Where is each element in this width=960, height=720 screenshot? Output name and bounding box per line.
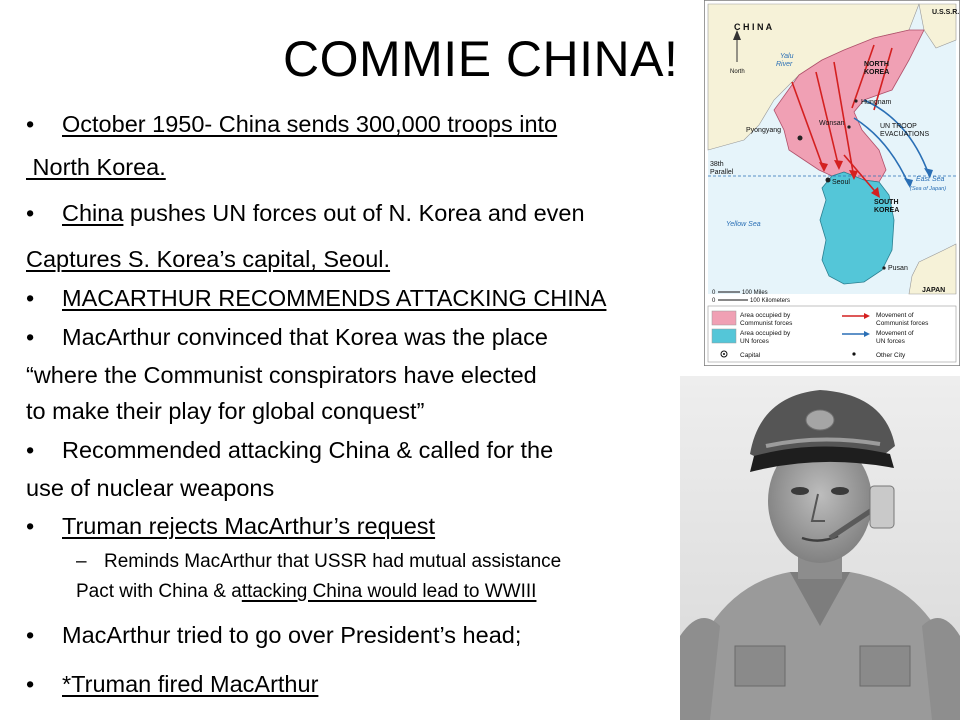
- legend-communist-1: Area occupied by: [740, 312, 791, 319]
- line-4-text: Captures S. Korea’s capital, Seoul.: [26, 246, 391, 272]
- line-2-text: North Korea.: [26, 154, 166, 180]
- line-4: [26, 246, 390, 273]
- bullet-line-3: [62, 200, 585, 227]
- bullet-line-11: [62, 513, 435, 540]
- line-10-text: use of nuclear weapons: [26, 475, 275, 501]
- bullet-line-6: [62, 324, 548, 351]
- map-label-china: C H I N A: [734, 22, 773, 32]
- line-7: [26, 362, 537, 389]
- photo-right-eye: [831, 487, 849, 495]
- legend-communist-move-1: Movement of: [876, 312, 914, 319]
- map-label-un-troop-2: EVACUATIONS: [880, 131, 930, 138]
- map-scale-zero-km: 0: [712, 298, 716, 304]
- line-10: [26, 475, 274, 502]
- map-label-river: River: [776, 61, 793, 68]
- pyongyang-capital-icon: [798, 136, 803, 141]
- line-12-text: Reminds MacArthur that USSR had mutual assistance: [104, 551, 562, 572]
- map-legend: [708, 306, 956, 362]
- bullet-line-14: [62, 622, 521, 649]
- line-14-text: MacArthur tried to go over President’s head;: [62, 622, 522, 648]
- map-label-sea-of-japan: (Sea of Japan): [910, 186, 947, 192]
- map-label-yalu: Yalu: [780, 53, 794, 60]
- map-label-north: North: [730, 69, 745, 75]
- map-scale-km: 100 Kilometers: [750, 298, 791, 304]
- line-6-text: MacArthur convinced that Korea was the place: [62, 324, 548, 350]
- map-label-parallel-1: 38th: [710, 161, 724, 168]
- bullet-line-9: [62, 437, 553, 464]
- map-label-ussr: U.S.S.R.: [932, 9, 960, 16]
- map-label-parallel-2: Parallel: [710, 169, 734, 176]
- map-label-hungnam: Hungnam: [861, 99, 892, 106]
- line-2: [26, 154, 166, 181]
- sub-line-12: [104, 551, 561, 573]
- legend-communist-move-2: Communist forces: [876, 320, 929, 327]
- line-5-text: MACARTHUR RECOMMENDS ATTACKING CHINA: [62, 285, 607, 311]
- line-13-a: Pact with China & a: [76, 581, 242, 602]
- map-label-yellow-sea: Yellow Sea: [726, 221, 761, 228]
- hungnam-city-icon: [854, 99, 857, 102]
- legend-communist-swatch: [712, 311, 736, 325]
- bullet-line-15: [62, 671, 318, 698]
- photo-cap-badge-icon: [806, 410, 834, 430]
- map-label-south-korea-1: SOUTH: [874, 199, 899, 206]
- map-label-pusan: Pusan: [888, 265, 908, 272]
- bullet-line-1: [62, 111, 557, 138]
- map-scale-zero-miles: 0: [712, 290, 716, 296]
- line-1-text: October 1950- China sends 300,000 troops into: [62, 111, 558, 137]
- line-8-text: to make their play for global conquest”: [26, 398, 425, 424]
- photo-left-eye: [791, 487, 809, 495]
- line-13-b: ttacking China would lead to WWIII: [241, 581, 537, 602]
- map-label-east-sea: East Sea: [916, 176, 945, 183]
- line-15-text: *Truman fired MacArthur: [62, 671, 319, 697]
- legend-city: Other City: [876, 352, 906, 359]
- legend-un-swatch: [712, 329, 736, 343]
- line-3-b: pushes UN forces out of N. Korea and even: [123, 200, 585, 226]
- macarthur-photo: [680, 376, 960, 720]
- line-7-text: “where the Communist conspirators have elected: [26, 362, 537, 388]
- korea-map: [704, 0, 960, 366]
- map-label-un-troop-1: UN TROOP: [880, 123, 917, 130]
- legend-un-move-1: Movement of: [876, 330, 914, 337]
- legend-capital: Capital: [740, 352, 761, 359]
- map-label-seoul: Seoul: [832, 179, 850, 186]
- photo-pocket-right: [860, 646, 910, 686]
- legend-communist-2: Communist forces: [740, 320, 793, 327]
- map-label-japan: JAPAN: [922, 287, 946, 294]
- photo-pipe-bowl: [870, 486, 894, 528]
- sub-line-13: [76, 581, 536, 603]
- legend-un-2: UN forces: [740, 338, 769, 345]
- legend-un-move-2: UN forces: [876, 338, 905, 345]
- line-9-text: Recommended attacking China & called for the: [62, 437, 554, 463]
- map-label-south-korea-2: KOREA: [874, 207, 900, 214]
- bullet-line-5: [62, 285, 606, 312]
- line-11-text: Truman rejects MacArthur’s request: [62, 513, 436, 539]
- photo-pocket-left: [735, 646, 785, 686]
- seoul-capital-icon: [826, 178, 831, 183]
- map-label-pyongyang: Pyongyang: [746, 127, 782, 134]
- map-label-wonsan: Wonsan: [819, 120, 845, 127]
- map-label-north-korea-1: NORTH: [864, 61, 889, 68]
- map-label-north-korea-2: KOREA: [864, 69, 890, 76]
- line-3-a: China: [62, 200, 124, 226]
- map-scale-miles: 100 Miles: [742, 290, 768, 296]
- legend-city-icon: [852, 352, 855, 355]
- slide-title: COMMIE CHINA!: [283, 31, 679, 87]
- legend-un-1: Area occupied by: [740, 330, 791, 337]
- line-8: [26, 398, 424, 425]
- wonsan-city-icon: [847, 125, 850, 128]
- pusan-city-icon: [882, 266, 885, 269]
